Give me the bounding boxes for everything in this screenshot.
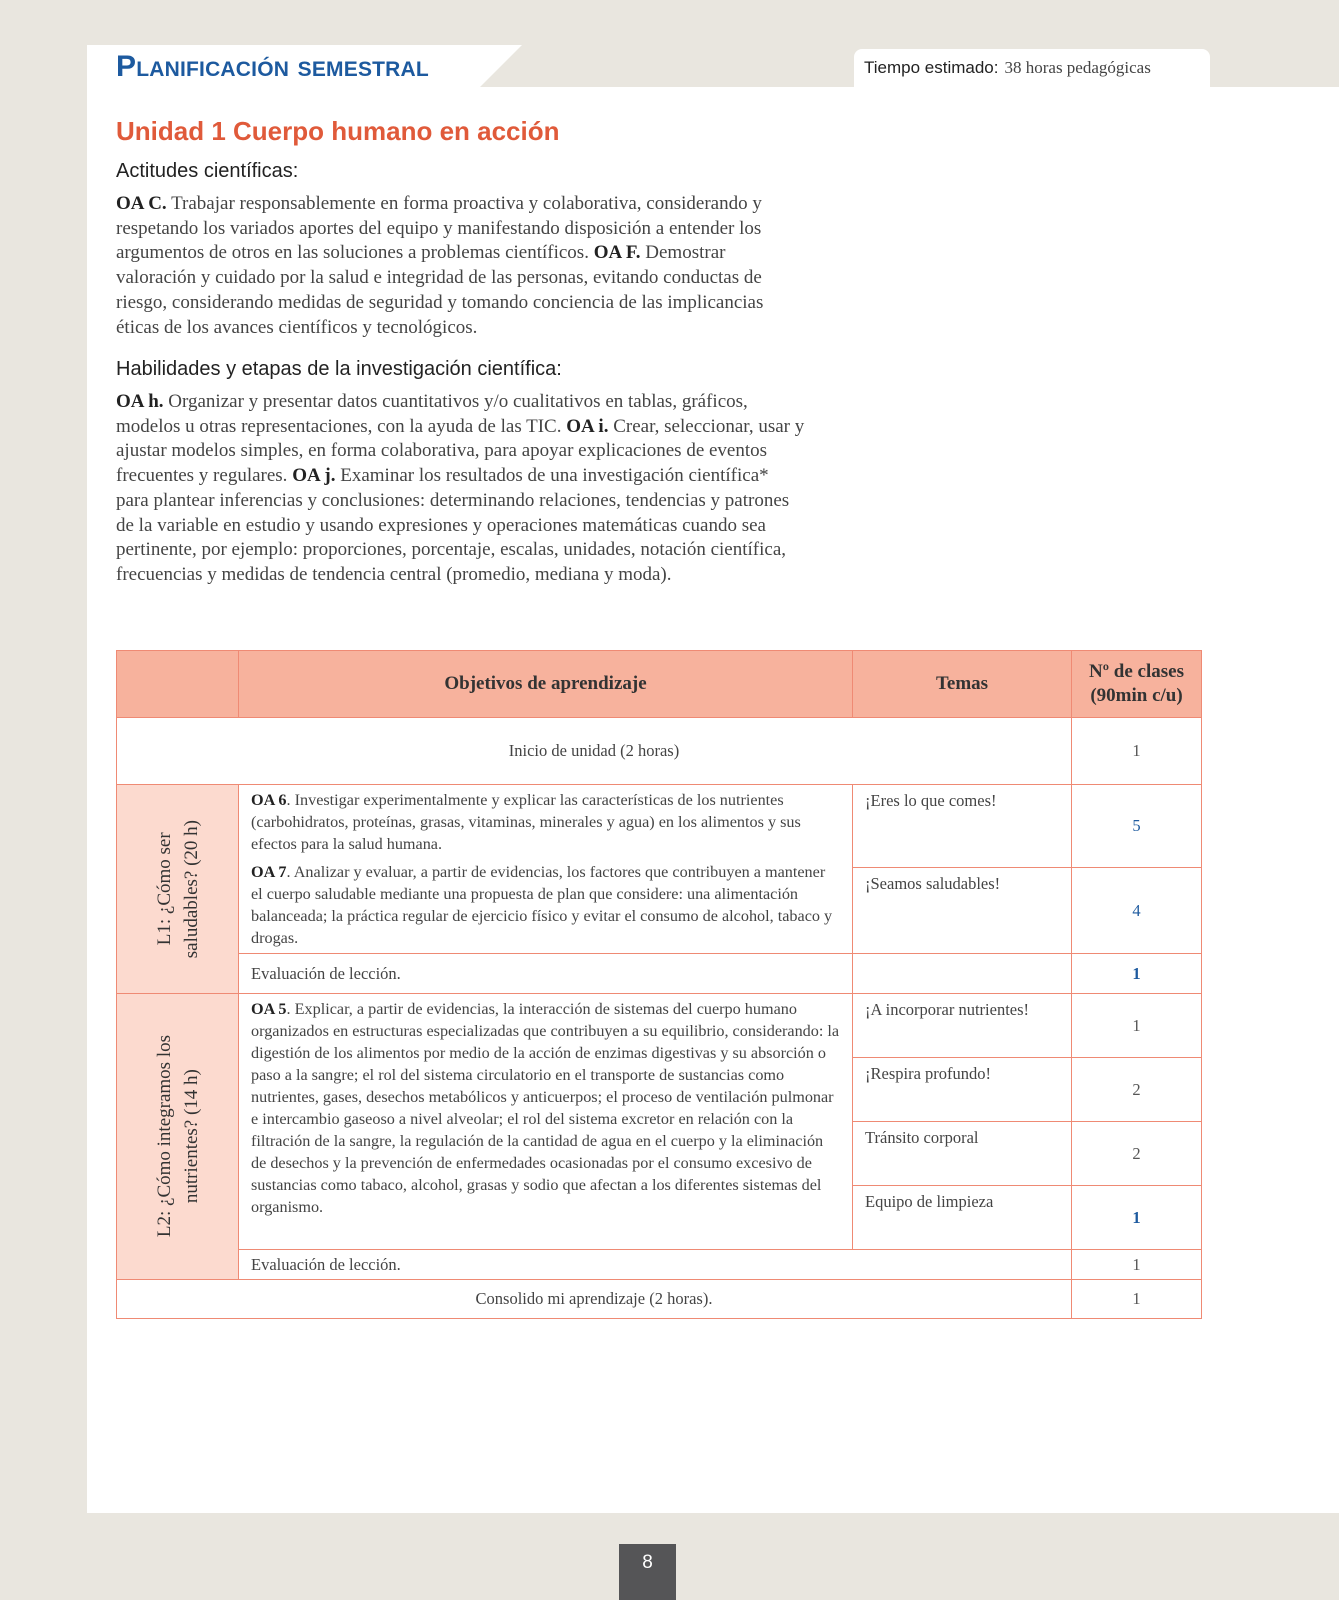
inicio-classes: 1	[1072, 718, 1202, 785]
oa-5-objective	[251, 998, 840, 1218]
inicio-label: Inicio de unidad (2 horas)	[117, 718, 1072, 785]
oa-5-text: . Explicar, a partir de evidencias, la interacción de sistemas del cuerpo humano organizados en estructuras especializadas que contribuyen a su equilibrio, considerando: la digestión de los alimentos por medio de la acción de enzimas digestivas y su absorción o paso a la sangre; el rol del sistema circulatorio en el transporte de sustancias como nutrientes, gases, desechos metabólicos y anticuerpos; el proceso de ventilación pulmonar e intercambio gaseoso a nivel alveolar; el rol del sistema excretor en relación con la filtración de la sangre, la regulación de la cantidad de agua en el cuerpo y la eliminación de desechos y la prevención de enfermedades ocasionadas por el consumo excesivo de sustancias como tabaco, alcohol, grasas y sodio que afectan a los diferentes sistemas del organismo.	[251, 1000, 840, 1216]
l2-classes-1: 1	[1072, 994, 1202, 1058]
oa-7-code: OA 7	[251, 863, 287, 881]
oa-c-text: Trabajar responsablemente en forma proactiva y colaborativa, considerando y respetando los variados aportes del equipo y manifestando disposición a entender los argumentos de otros en las soluciones a problemas científicos.	[116, 193, 762, 264]
oa-h-code: OA h.	[116, 391, 164, 412]
habilidades-paragraph	[116, 390, 806, 588]
lesson-1-label	[117, 785, 239, 994]
estimated-time-label: Tiempo estimado:	[864, 58, 999, 77]
oa-6-text: . Investigar experimentalmente y explicar las características de los nutrientes (carbohidratos, proteínas, grasas, vitaminas, minerales y agua) en los alimentos y sus efectos para la salud humana.	[251, 791, 801, 853]
actitudes-heading: Actitudes científicas:	[116, 160, 299, 182]
lesson-1-objectives	[239, 785, 853, 954]
lesson-1-title	[151, 820, 205, 958]
page-number: 8	[619, 1544, 676, 1600]
lesson-2-title-line1: L2: ¿Cómo integramos los	[153, 1035, 175, 1238]
consolido-label: Consolido mi aprendizaje (2 horas).	[117, 1280, 1072, 1319]
table-row	[117, 785, 1202, 868]
actitudes-paragraph	[116, 192, 806, 340]
oa-j-text: Examinar los resultados de una investigación científica* para plantear inferencias y conclusiones: determinando relaciones, tendencias y patrones de la variable en estudio y usando expresiones y operaciones matemáticas cuando sea pertinente, por ejemplo: proporciones, porcentaje, escalas, unidades, notación científica, frecuencias y medidas de tendencia central (promedio, mediana y moda).	[116, 465, 790, 585]
unit-title: Unidad 1 Cuerpo humano en acción	[116, 116, 560, 146]
l2-classes-4: 1	[1072, 1186, 1202, 1250]
lesson-2-objectives	[239, 994, 853, 1250]
table-row	[117, 994, 1202, 1058]
oa-5-code: OA 5	[251, 1000, 287, 1018]
l2-evaluation-label: Evaluación de lección.	[239, 1250, 1072, 1280]
lesson-2-label	[117, 994, 239, 1280]
l2-evaluation-classes: 1	[1072, 1250, 1202, 1280]
l2-topic-2: ¡Respira profundo!	[853, 1058, 1072, 1122]
oa-j-code: OA j.	[292, 465, 336, 487]
page-title: Planificación semestral	[116, 50, 429, 83]
oa-i-text: Crear, seleccionar, usar y ajustar modelos simples, en forma colaborativa, para apoyar explicaciones de eventos frecuentes y regulares.	[116, 415, 805, 487]
oa-c-code: OA C.	[116, 193, 167, 214]
l2-topic-3: Tránsito corporal	[853, 1122, 1072, 1186]
estimated-time-box	[854, 49, 1210, 87]
l2-topic-1: ¡A incorporar nutrientes!	[853, 994, 1072, 1058]
table-row	[117, 1280, 1202, 1319]
lesson-1-title-line1: L1: ¿Cómo ser	[153, 832, 175, 946]
table-header-row	[117, 651, 1202, 718]
oa-i-code: OA i.	[566, 415, 609, 437]
table-row	[117, 1250, 1202, 1280]
l2-topic-4: Equipo de limpieza	[853, 1186, 1072, 1250]
l1-evaluation-topic-empty	[853, 954, 1072, 994]
header-objetivos: Objetivos de aprendizaje	[239, 651, 853, 718]
header-empty-cell	[117, 651, 239, 718]
l2-classes-3: 2	[1072, 1122, 1202, 1186]
oa-7-objective	[251, 861, 840, 949]
oa-6-objective	[251, 789, 840, 855]
estimated-time-value: 38 horas pedagógicas	[1004, 58, 1151, 77]
planning-table	[116, 650, 1202, 1319]
lesson-1-title-line2: saludables? (20 h)	[180, 819, 202, 959]
header-corner	[480, 45, 522, 87]
consolido-classes: 1	[1072, 1280, 1202, 1319]
table-row	[117, 718, 1202, 785]
header-clases	[1072, 651, 1202, 718]
oa-6-code: OA 6	[251, 791, 287, 809]
l1-classes-1: 5	[1072, 785, 1202, 868]
header-clases-line1: Nº de clases	[1089, 661, 1184, 682]
lesson-2-title-line2: nutrientes? (14 h)	[180, 1069, 202, 1204]
l1-topic-1: ¡Eres lo que comes!	[853, 785, 1072, 868]
oa-7-text: . Analizar y evaluar, a partir de evidencias, los factores que contribuyen a mantener el cuerpo saludable mediante una propuesta de plan que considere: una alimentación balanceada; la práctica regular de ejercicio físico y evitar el consumo de alcohol, tabaco y drogas.	[251, 863, 833, 947]
l1-topic-2: ¡Seamos saludables!	[853, 868, 1072, 954]
oa-f-code: OA F.	[593, 242, 641, 264]
l1-evaluation-classes: 1	[1072, 954, 1202, 994]
oa-h-text: Organizar y presentar datos cuantitativos y/o cualitativos en tablas, gráficos, modelos u otras representaciones, con la ayuda de las TIC.	[116, 391, 748, 437]
header-clases-line2: (90min c/u)	[1090, 685, 1183, 706]
l1-evaluation-label: Evaluación de lección.	[239, 954, 853, 994]
lesson-2-title	[151, 1035, 205, 1237]
habilidades-heading: Habilidades y etapas de la investigación científica:	[116, 358, 562, 380]
oa-f-text: Demostrar valoración y cuidado por la salud e integridad de las personas, evitando conductas de riesgo, considerando medidas de seguridad y tomando conciencia de las implicancias éticas de los avances científicos y tecnológicos.	[116, 242, 764, 338]
table-row	[117, 954, 1202, 994]
l2-classes-2: 2	[1072, 1058, 1202, 1122]
header-temas: Temas	[853, 651, 1072, 718]
l1-classes-2: 4	[1072, 868, 1202, 954]
